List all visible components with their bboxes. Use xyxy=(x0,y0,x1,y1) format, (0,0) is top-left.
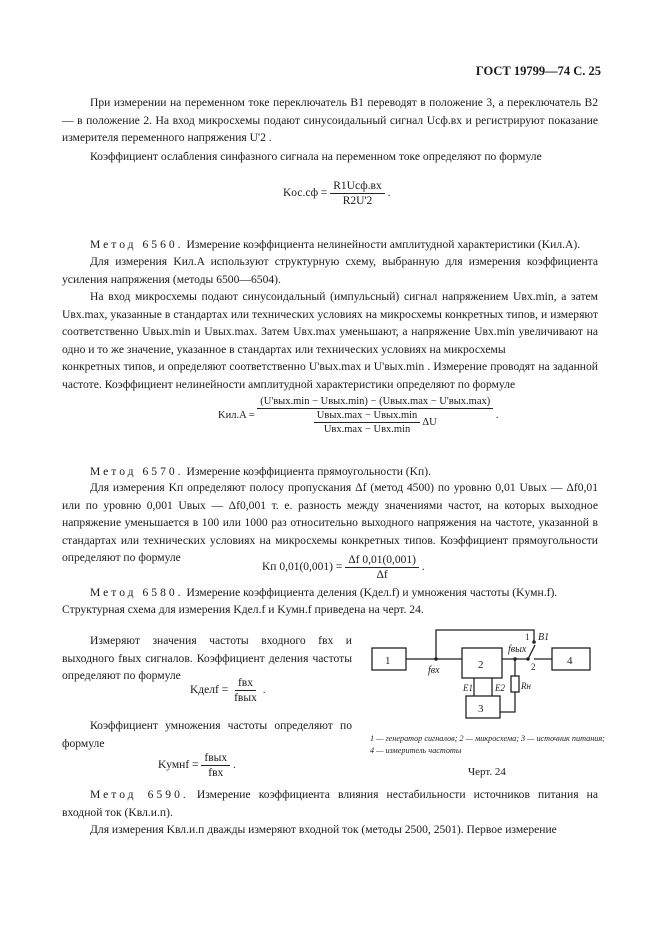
label-switch-pos1: 1 xyxy=(525,632,530,642)
label-block-4: 4 xyxy=(567,655,573,667)
paragraph-kil-procedure-cont: конкретных типов, и определяют соответственно U'вых.max и U'вых.min . Измерение проводят на заданной частоте. Коэффициент нелинейности амплитудной характеристики определяют по формуле xyxy=(62,360,598,391)
denominator: fвых xyxy=(234,692,257,704)
label-switch-pos2: 2 xyxy=(531,662,536,672)
fraction xyxy=(257,396,493,435)
method-label: Метод 6580. xyxy=(90,586,184,599)
formula-lhs: Kумнf = xyxy=(158,759,199,772)
numerator: Δf 0,01(0,001) xyxy=(345,554,419,568)
numerator: fвых xyxy=(201,752,230,766)
method-title: Измерение коэффициента нелинейности амплитудной характеристики (Kил.A). xyxy=(186,238,581,251)
paragraph-multiplication-intro: Коэффициент умножения частоты определяют по формуле xyxy=(62,719,352,750)
method-label: Метод 6590. xyxy=(90,788,189,801)
inner-denominator: Uвх.max − Uвх.min xyxy=(323,424,411,435)
formula-lhs: Kп 0,01(0,001) = xyxy=(262,561,343,574)
fraction xyxy=(231,677,260,704)
formula-kdel: Kделf = $\frac{\text{fвх}}{\text{fвых}}$ . xyxy=(190,677,266,704)
denominator: Δf xyxy=(376,569,388,581)
paragraph-cmrr-intro: Коэффициент ослабления синфазного сигнала на переменном токе определяют по формуле xyxy=(90,150,542,163)
label-e1: E1 xyxy=(463,683,473,693)
formula-kos-sf: Kос.сф = $\frac{\text{R1Uсф.вх}}{R2U'2}$ . xyxy=(283,180,391,207)
inner-numerator: Uвых.max − Uвых.min xyxy=(314,410,421,423)
fraction xyxy=(330,180,384,207)
inner-fraction xyxy=(314,410,421,435)
paragraph-kil-scheme: Для измерения Kил.A используют структурную схему, выбранную для измерения коэффициента усиления напряжения (методы 6500—6504). xyxy=(62,255,598,286)
circuit-diagram xyxy=(370,628,610,728)
diagram-caption: 1 — генератор сигналов; 2 — микросхема; 3 — источник питания; 4 — измеритель частоты xyxy=(370,734,605,755)
denominator xyxy=(311,409,440,435)
label-fout: fвых xyxy=(508,644,527,655)
chart-number: Черт. 24 xyxy=(468,766,506,778)
denominator: fвх xyxy=(208,767,224,779)
method-label: Метод 6560. xyxy=(90,238,184,251)
method-title: Измерение коэффициента деления (Kдел.f) и умножения частоты (Kумн.f). xyxy=(186,586,558,599)
method-title: Измерение коэффициента прямоугольности (Kп). xyxy=(186,465,432,478)
formula-kp: Kп 0,01(0,001) = $\frac{\Delta f 0,01(0,001)}{\Delta f}$ . xyxy=(262,554,425,581)
paragraph-ac-switch: При измерении на переменном токе переключатель B1 переводят в положение 3, а переключатель B2 — в положение 2. На вход микросхемы подают синусоидальный сигнал Uсф.вх и регистрируют показание измерителя переменного напряжения U'2 . xyxy=(62,96,598,144)
numerator: fвх xyxy=(235,677,256,691)
method-6580 xyxy=(62,584,598,602)
delta-u: ΔU xyxy=(422,416,437,428)
fraction xyxy=(201,752,230,779)
label-e2: E2 xyxy=(495,683,505,693)
label-block-1: 1 xyxy=(385,655,391,667)
method-label: Метод 6570. xyxy=(90,465,184,478)
formula-lhs: Kос.сф = xyxy=(283,187,328,200)
label-block-3: 3 xyxy=(478,703,484,715)
paragraph-kp-procedure: Для измерения Kп определяют полосу пропускания Δf (метод 4500) по уровню 0,01 Uвых — Δf0,01 или по уровню 0,001 Uвых — Δf0,001 т. е. разность между значениями частот, на которых выходное напряжение уменьшается в 100 или 1000 раз относительно выходного напряжения на частоте, указанной в стандартах или технических условиях на микросхемы конкретных типов. Коэффициент прямоугольности определяют по формуле xyxy=(62,481,598,564)
method-6570 xyxy=(62,463,598,481)
fraction xyxy=(345,554,419,581)
formula-kil-a: Kил.A = (U'вых.min − Uвых.min) − (Uвых.max − U'вых.max) $\frac{\text{Uвых.max − Uвых.min}}{\text{Uвх.max − Uвх.min}}$ ΔU . xyxy=(218,396,499,435)
label-block-2: 2 xyxy=(478,659,484,671)
numerator: R1Uсф.вх xyxy=(330,180,384,194)
paragraph-kvl-procedure: Для измерения Kвл.и.п дважды измеряют входной ток (методы 2500, 2501). Первое измерение xyxy=(90,823,557,836)
resistor-rn xyxy=(511,676,519,692)
method-6560 xyxy=(62,236,598,254)
formula-kumn: Kумнf = $\frac{\text{fвых}}{\text{fвх}}$ . xyxy=(158,752,236,779)
method-6590 xyxy=(62,786,598,821)
label-rn: Rн xyxy=(521,681,531,691)
label-fin: fвх xyxy=(428,665,440,676)
formula-lhs: Kделf = xyxy=(190,684,229,697)
formula-lhs: Kил.A = xyxy=(218,409,255,421)
label-switch-b1: B1 xyxy=(538,632,550,643)
paragraph-division-intro: Измеряют значения частоты входного fвх и выходного fвых сигналов. Коэффициент деления частоты определяют по формуле xyxy=(62,634,352,682)
numerator: (U'вых.min − Uвых.min) − (Uвых.max − U'вых.max) xyxy=(257,396,493,409)
paragraph-chart-ref: Структурная схема для измерения Kдел.f и Kумн.f приведена на черт. 24. xyxy=(62,603,424,616)
paragraph-kil-procedure: На вход микросхемы подают синусоидальный (импульсный) сигнал напряжением Uвх.min, а затем Uвх.max, указанные в стандартах или технических условиях на микросхемы конкретных типов, и измеряют соответственно Uвых.min и Uвых.max. Затем Uвх.max уменьшают, а напряжение Uвх.min увеличивают на одно и то же значение, указанное в стандартах или технических условиях на микросхемы xyxy=(62,290,598,356)
method-title: Измерение коэффициента влияния нестабильности источников питания на входной ток (Kвл.и.п). xyxy=(62,788,598,819)
denominator: R2U'2 xyxy=(342,195,373,207)
page-header: ГОСТ 19799—74 С. 25 xyxy=(475,64,601,78)
